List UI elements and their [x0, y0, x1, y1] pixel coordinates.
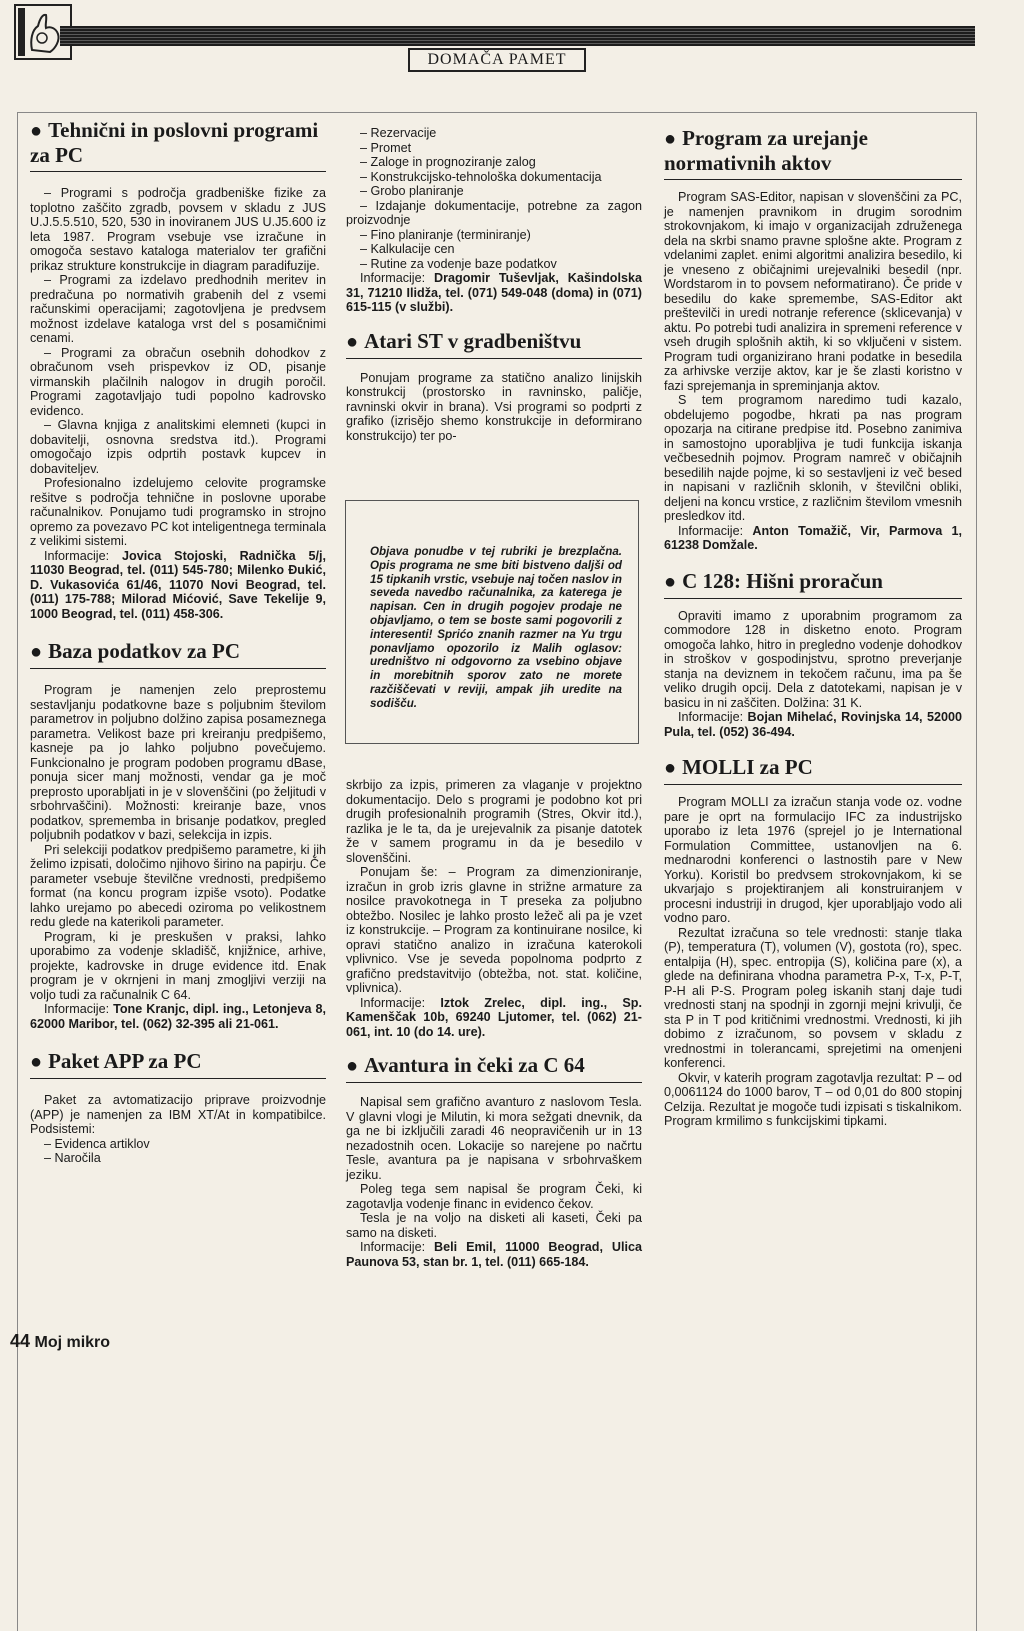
notice-text: Objava ponudbe v tej rubriki je brezplačna. Opis programa ne sme biti bistveno daljši od 15 tipkanih vrstic, vsebuje naj točen naslov in seveda navedbo računalnika, za katerega je napisan. Cen in drugih pogojev prodaje ne objavljamo, o tem se boste sami pogovorili z interesenti! Sprićo znanih razmer na Yu trgu ponavljamo opozorilo iz Malih oglasov: uredništvo ni odgovorno za vsebino objave in morebitnih sporov zato ne morete razčiščevati v reviji, ampak jih uredite na sodišču.	[370, 545, 622, 710]
article-molli	[664, 755, 962, 1129]
article-atari-continued	[346, 778, 642, 1039]
list-item: – Grobo planiranje	[360, 184, 464, 198]
list-item: – Fino planiranje (terminiranje)	[360, 227, 531, 242]
paragraph: Ponujam programe za statično analizo linijskih konstrukcij (prostorsko in ravninsko, paličje, ravninski okvir in brana). Vsi programi so podprti z grafiko (izrisějo shemo konstrukcije in deformirano konstrukcijo) ter po-	[346, 370, 642, 443]
list-item: – Izdajanje dokumentacije, potrebne za zagon proizvodnje	[346, 198, 642, 227]
notice-box	[345, 500, 639, 744]
magazine-name: Moj mikro	[34, 1334, 111, 1351]
article-title: ● Paket APP za PC	[30, 1049, 326, 1079]
column-2-continued	[346, 778, 642, 1281]
list-item: – Promet	[360, 140, 412, 155]
article-c128	[664, 569, 962, 740]
paragraph: Poleg tega sem napisal še program Čeki, ki zagotavlja vodenje financ in evidenco čekov.	[346, 1182, 642, 1211]
column-2	[346, 126, 642, 455]
article-paket-app	[30, 1049, 326, 1166]
paragraph: – Programi za obračun osebnih dohodkov z obračunom vseh prispevkov iz OD, pisanje virmanskih plačilnih nalogov in drugih poročil. Programi zagotavljajo tudi popolno kadrovsko evidenco.	[30, 345, 326, 418]
column-3	[664, 126, 962, 1141]
contact-info: Informacije: Iztok Zrelec, dipl. ing., Sp. Kamenščak 10b, 69240 Ljutomer, tel. (062) 21-061, int. 10 (do 14. ure).	[346, 995, 642, 1039]
article-title: ● Atari ST v gradbeništvu	[346, 329, 642, 359]
paragraph: Napisal sem grafično avanturo z naslovom Tesla. V glavni vlogi je Milutin, ki mora sežgati dnevnik, da ga ne bi izključili zaradi 46 neopravičenih ur in 13 nezadostnih ocen. Lokacije so narejene po načrtu Tesle, avantura pa je napisana v srbohrvaškem jeziku.	[346, 1095, 642, 1182]
app-subsystems-list	[346, 126, 642, 315]
column-1	[30, 118, 326, 1178]
paragraph: Program SAS-Editor, napisan v slovenščini za PC, je namenjen pravnikom in drugim sorodnim strokovnjakom, ki imajo v organizacijah združenega dela na skrbi snamo pravne splošne akte. Program z vdelanimi zaplet. enimi algoritmi analizira besedilo, ki je vneseno z običajnimi urejevalniki besedil (npr. Wordstarom in to povsem neformatirano). Če pride v besedilu do kake spremembe, SAS-Editor akt preštevilči in uredi notranje reference (sklicevanja) v aktu. Po potrebi tudi analizira in spremeni reference v vseh drugih splošnih aktih, ki so vključeni v sistem. Program tudi organizirano hrani podatke in besedila za arhivske verzije aktov, kar je še zlasti koristno v fazi sprejemanja in spreminjanja aktov.	[664, 190, 962, 393]
article-atari	[346, 329, 642, 444]
paragraph: Program je namenjen zelo preprostemu sestavljanju podatkovne baze s poljubnim številom parametrov in poljubno dolžino zapisa posameznega parametra. Velikost baze pri kreiranju predpišemo, kasneje pa jo lahko poljubno povečujemo. Funkcionalno je program podoben programu dBase, ponuja sicer manj možnosti, vendar ga je moč preprosto uporabljati in je v slovenščini (po željitudi v srbohrvaščini). Možnosti: kreiranje baze, vnos podatkov, sprememba in brisanje podatkov, pregled poljubnih podatkov v bazi, selekcija in izpis.	[30, 683, 326, 842]
paragraph: – Glavna knjiga z analitskimi elemneti (kupci in dobavitelji, osnovna sredstva itd.). Programi omogočajo izpis odprtih postavk kupcev in dobaviteljev.	[30, 418, 326, 476]
contact-info: Informacije: Beli Emil, 11000 Beograd, Ulica Paunova 53, stan br. 1, tel. (011) 665-184.	[346, 1240, 643, 1269]
article-title: ● Avantura in čeki za C 64	[346, 1053, 642, 1083]
header-rule	[60, 26, 975, 46]
article-title: ● MOLLI za PC	[664, 755, 962, 785]
contact-info: Informacije: Bojan Mihelać, Rovinjska 14, 52000 Pula, tel. (052) 36-494.	[664, 710, 963, 739]
article-sas-editor	[664, 126, 962, 553]
page-footer	[10, 1331, 110, 1352]
paragraph: Okvir, v katerih program zagotavlja rezultat: P – od 0,0061124 do 1000 barov, T – od 0,01 do 800 stopinj Celzija. Rezultat je mogoče tudi izpisati s tiskalnikom. Program krmilimo s funkcijskimi tipkami.	[664, 1070, 962, 1128]
paragraph: S tem programom naredimo tudi kazalo, obdelujemo pogodbe, hkrati pa nas program opozarja na citirane predpise itd. Posebno zanimiva in samostojno uporabljiva je tudi funkcija iskanja večbesednih pojmov. Program namreč v običajnih besedilih najde pojme, ki so sestavljeni iz več besed in napisani v različnih sklonih, v številčni obliki, deljeni na koncu vrstice, z različnim številom vmesnih presledkov itd.	[664, 393, 962, 523]
section-tag: DOMAČA PAMET	[408, 48, 586, 72]
paragraph: Ponujam še: – Program za dimenzioniranje, izračun in grob izris glavne in strižne armature za nosilce pravokotnega in T preseka za poljubno obtežbo. Nosilec je lahko prosto ležeč ali pa je vzet iz konstrukcije. – Program za kontinuirane nosilce, ki opravi statično analizo in izračuna katerokoli vplivnico. Vse je seveda popolnoma podprto z grafično predstavitvijo (obtežba, not. stat. količine, vplivnica).	[346, 865, 642, 995]
paragraph: Rezultat izračuna so tele vrednosti: stanje tlaka (P), temperatura (T), volumen (V), gostota (ro), spec. entalpija (H), spec. entropija (S), količina pare (x), a glede na definirana vhodna parametra P-x, T-x, P-T, P-H ali P-S. Program poleg iskanih stanj daje tudi vrednosti stanj na spodnji in zgornji mejni krivulji, če sta P in T pod kritičnimi vrednostmi. Vrednosti, ki jih dobimo z izračunom, so povsem v skladu z vrednostmi in tolerancami, sprejetimi na omenjeni konferenci.	[664, 925, 962, 1070]
list-item: – Zaloge in prognoziranje zalog	[360, 155, 536, 169]
article-title: ● Baza podatkov za PC	[30, 639, 326, 669]
paragraph: Opraviti imamo z uporabnim programom za commodore 128 in disketno enoto. Program omogoča lahko, hitro in pregledno vodenje dohodkov in stroškov v gospodinjstvu, sprotno preverjanje stanja na deviznem in tekočem računu, ima pa še veliko drugih opcij. Dela z datotekami, napisan je v basicu in ni zaščiten. Dolžina: 31 K.	[664, 608, 962, 710]
list-item: – Naročila	[44, 1151, 101, 1165]
article-avantura	[346, 1053, 642, 1269]
list-item: – Konstrukcijsko-tehnološka dokumentacija	[360, 169, 602, 184]
contact-info: Informacije: Dragomir Tuševljak, Kašindolska 31, 71210 Ilidža, tel. (071) 549-048 (doma) in (071) 615-115 (v službi).	[346, 271, 642, 314]
contact-info: Informacije: Anton Tomažič, Vir, Parmova 1, 61238 Domžale.	[664, 523, 963, 552]
paragraph: – Programi za izdelavo predhodnih meritev in predračuna po normativih grabenih del z vsemi računskimi operacijami; zagotovljena je predvsem možnost izdelave kataloga vrst del s posamičnimi cenami.	[30, 273, 326, 345]
list-item: – Rutine za vodenje baze podatkov	[360, 256, 557, 271]
paragraph: Profesionalno izdelujemo celovite programske rešitve s področja tehnične in poslovne uporabe računalnikov. Ponujamo tudi programsko in strojno opremo za povezavo PC kot inteligentnega terminala z velikimi sistemi.	[30, 476, 326, 548]
list-item: – Kalkulacije cen	[360, 242, 455, 256]
page-number: 44	[10, 1331, 31, 1351]
paragraph: Program, ki je preskušen v praksi, lahko uporabimo za vodenje skladišč, knjižnice, arhive, projekte, kadrovske in druge evidence itd. Enak program je v okrnjeni in manj zmogljivi verziji na voljo tudi za računalnik C 64.	[30, 929, 326, 1002]
article-title: ● C 128: Hišni proračun	[664, 569, 962, 599]
list-item: – Evidenca artiklov	[44, 1136, 150, 1151]
paragraph: Tesla je na voljo na disketi ali kaseti, Čeki pa samo na disketi.	[346, 1211, 642, 1240]
contact-info: Informacije: Tone Kranjc, dipl. ing., Letonjeva 8, 62000 Maribor, tel. (062) 32-395 ali 21-061.	[30, 1002, 326, 1031]
paragraph: skrbijo za izpis, primeren za vlaganje v projektno dokumentacijo. Delo s programi je podobno kot pri drugih profesionalnih programih (Stres, Okvir itd.), razlika je le ta, da je urejevalnik za pisanje datotek že v samem programu in da je besedilo v slovenščini.	[346, 778, 642, 865]
contact-info: Informacije: Jovica Stojoski, Radnička 5/j, 11030 Beograd, tel. (011) 545-780; Milenko Đukić, D. Vukasovića 61/46, 11070 Novi Beograd, tel. (011) 175-788; Milorad Mićović, Save Tekelije 9, 1000 Beograd, tel. (011) 458-306.	[30, 548, 327, 621]
paragraph: Paket za avtomatizacijo priprave proizvodnje (APP) je namenjen za IBM XT/At in kompatibilce. Podsistemi:	[30, 1093, 326, 1136]
article-baza	[30, 639, 326, 1031]
paragraph: – Programi s področja gradbeniške fizike za toplotno zaščito zgradb, povsem v skladu z JUS U.J.5.5.510, 520, 530 in inoviranem JUS U.J5.600 iz leta 1987. Program vsebuje vse izračune in omogoča sestavo kataloga materialov ter grafični prikaz strukture konstrukcije in diagram paradifuzije.	[30, 186, 326, 273]
article-tehnicni	[30, 118, 326, 621]
paragraph: Pri selekciji podatkov predpišemo parametre, ki jih želimo izpisati, določimo njihovo širino na papirju. Če parameter vsebuje številčne vrednosti, predpišemo format (na koncu program izpiše vsoto). Podatke lahko urejamo po abecedi oziroma po velikostnem redu glede na katerikoli parameter.	[30, 842, 326, 929]
article-title: ● Tehnični in poslovni programi za PC	[30, 118, 326, 172]
list-item: – Rezervacije	[360, 126, 437, 140]
paragraph: Program MOLLI za izračun stanja vode oz. vodne pare je oprt na formulacijo IFC za industrijsko uporabo iz leta 1976 (sprejel jo je International Formulation Committee, ustanovljen na 6. mednarodni konferenci o lastnostih pare v New Yorku). Koristil bo predvsem strokovnjakom, ki se ukvarjajo s projektiranjem ali konstruiranjem v procesni industriji in drugod, kjer uporabljajo vodo ali vodno paro.	[664, 795, 962, 925]
article-title: ● Program za urejanje normativnih aktov	[664, 126, 962, 180]
